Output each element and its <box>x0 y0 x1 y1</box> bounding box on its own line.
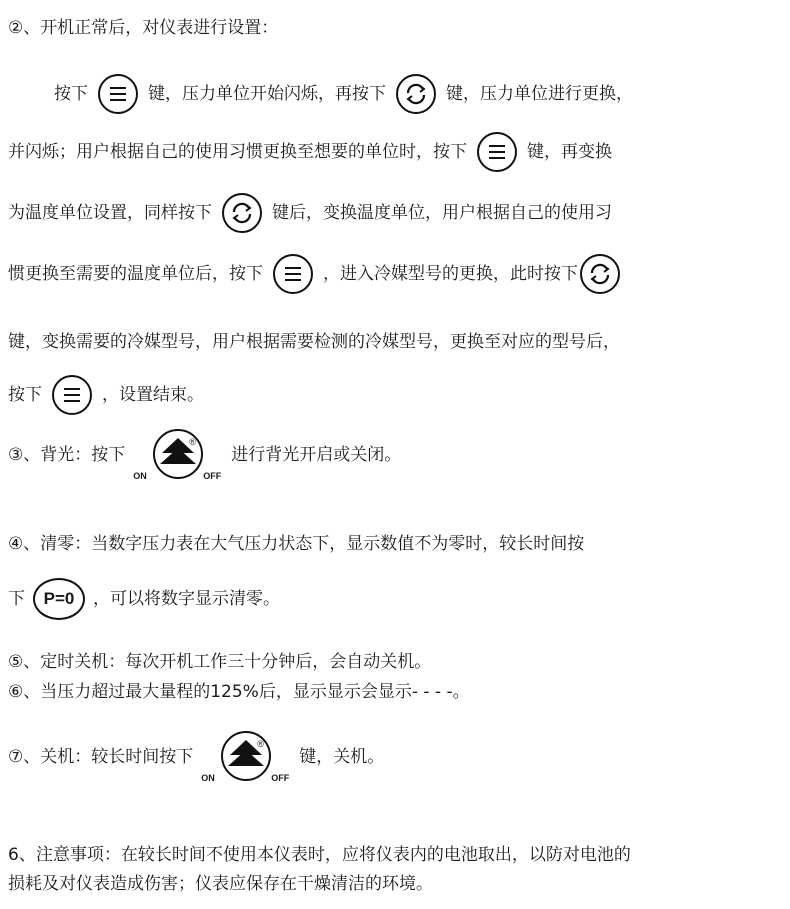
power-key-icon: ON OFF ® <box>199 730 293 784</box>
step2-line5: 键，变换需要的冷媒型号，用户根据需要检测的冷媒型号，更换至对应的型号后， <box>8 332 620 352</box>
note-line2: 损耗及对仪表造成伤害；仪表应保存在干燥清洁的环境。 <box>8 874 433 894</box>
step2-line2: 并闪烁；用户根据自己的使用习惯更换至想要的单位时，按下 键，再变换 <box>8 132 612 172</box>
step2-line3: 为温度单位设置，同样按下 键后，变换温度单位，用户根据自己的使用习 <box>8 193 612 233</box>
zero-key-icon: P=0 <box>33 578 85 620</box>
menu-key-icon <box>98 74 138 114</box>
cycle-key-icon <box>396 74 436 114</box>
step4-line1: ④、清零：当数字压力表在大气压力状态下，显示数值不为零时，较长时间按 <box>8 534 585 554</box>
cycle-key-icon <box>222 193 262 233</box>
step2-line1: 按下 键，压力单位开始闪烁，再按下 键，压力单位进行更换， <box>54 74 633 114</box>
step3-line: ③、背光：按下 ON OFF ® 进行背光开启或关闭。 <box>8 428 401 482</box>
note-line1: 6、注意事项：在较长时间不使用本仪表时，应将仪表内的电池取出，以防对电池的 <box>8 845 631 865</box>
step6-line: ⑥、当压力超过最大量程的125%后，显示显示会显示- - - -。 <box>8 682 470 702</box>
step7-line: ⑦、关机：较长时间按下 ON OFF ® 键，关机。 <box>8 730 384 784</box>
menu-key-icon <box>273 254 313 294</box>
menu-key-icon <box>52 375 92 415</box>
step5-line: ⑤、定时关机：每次开机工作三十分钟后，会自动关机。 <box>8 652 432 672</box>
step4-line2: 下 P=0 ，可以将数字显示清零。 <box>8 578 280 620</box>
cycle-key-icon <box>580 254 620 294</box>
step2-title: ②、开机正常后，对仪表进行设置： <box>8 18 279 38</box>
step2-line6: 按下 ，设置结束。 <box>8 375 204 415</box>
menu-key-icon <box>477 132 517 172</box>
step2-line4: 惯更换至需要的温度单位后，按下 ，进入冷媒型号的更换，此时按下 <box>8 254 630 294</box>
power-key-icon: ON OFF ® <box>131 428 225 482</box>
